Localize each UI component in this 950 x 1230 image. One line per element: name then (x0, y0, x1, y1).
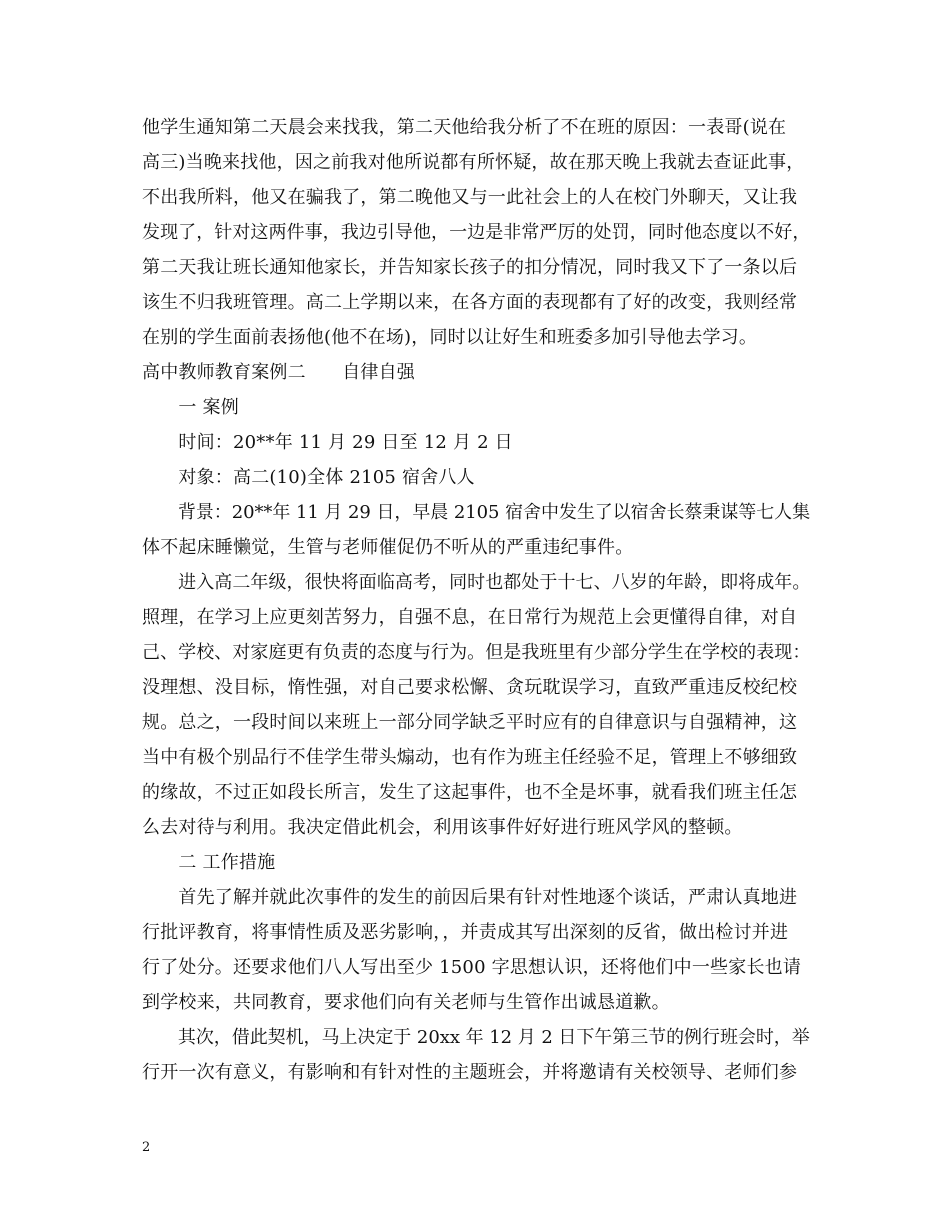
text-line: 没理想、没目标，惰性强，对自己要求松懈、贪玩耽误学习，直致严重违反校纪校 (142, 677, 798, 698)
text-line: 该生不归我班管理。高二上学期以来，在各方面的表现都有了好的改变，我则经常 (142, 292, 798, 313)
text-line: 当中有极个别品行不佳学生带头煽动，也有作为班主任经验不足，管理上不够细致 (142, 747, 798, 768)
text-line: 时间：20**年 11 月 29 日至 12 月 2 日 (142, 432, 513, 453)
text-line: 己、学校、对家庭更有负责的态度与行为。但是我班里有少部分学生在学校的表现： (142, 642, 811, 663)
text-line: 不出我所料，他又在骗我了，第二晚他又与一此社会上的人在校门外聊天，又让我 (142, 187, 798, 208)
text-line: 行开一次有意义，有影响和有针对性的主题班会，并将邀请有关校领导、老师们参 (142, 1062, 798, 1083)
text-line: 在别的学生面前表扬他(他不在场)，同时以让好生和班委多加引导他去学习。 (142, 327, 758, 348)
text-line: 体不起床睡懒觉，生管与老师催促仍不听从的严重违纪事件。 (142, 537, 634, 558)
text-line: 照理，在学习上应更刻苦努力，自强不息，在日常行为规范上会更懂得自律，对自 (142, 607, 798, 628)
section-title: 高中教师教育案例二 自律自强 (142, 362, 415, 383)
text-line: 背景：20**年 11 月 29 日，早晨 2105 宿舍中发生了以宿舍长蔡秉谋等七人集 (142, 502, 811, 523)
text-line: 的缘故，不过正如段长所言，发生了这起事件，也不全是坏事，就看我们班主任怎 (142, 782, 798, 803)
text-line: 第二天我让班长通知他家长，并告知家长孩子的扣分情况，同时我又下了一条以后 (142, 257, 798, 278)
text-line: 发现了，针对这两件事，我边引导他，一边是非常严厉的处罚，同时他态度以不好， (142, 222, 811, 243)
text-line: 首先了解并就此次事件的发生的前因后果有针对性地逐个谈话，严肃认真地进 (142, 887, 798, 908)
text-line: 进入高二年级，很快将面临高考，同时也都处于十七、八岁的年龄，即将成年。 (142, 572, 811, 593)
text-line: 规。总之，一段时间以来班上一部分同学缺乏平时应有的自律意识与自强精神，这 (142, 712, 798, 733)
text-line: 对象：高二(10)全体 2105 宿舍八人 (142, 467, 475, 488)
text-line: 他学生通知第二天晨会来找我，第二天他给我分析了不在班的原因：一表哥(说在 (142, 117, 787, 138)
subsection-heading: 二 工作措施 (142, 852, 276, 873)
text-line: 高三)当晚来找他，因之前我对他所说都有所怀疑，故在那天晚上我就去查证此事， (142, 152, 805, 173)
subsection-heading: 一 案例 (142, 397, 239, 418)
text-line: 行批评教育，将事情性质及恶劣影响，，并责成其写出深刻的反省，做出检讨并进 (142, 922, 789, 943)
page-number: 2 (142, 1140, 151, 1155)
text-line: 其次，借此契机，马上决定于 20xx 年 12 月 2 日下午第三节的例行班会时，举 (142, 1027, 810, 1048)
text-line: 么去对待与利用。我决定借此机会，利用该事件好好进行班风学风的整顿。 (142, 817, 743, 838)
text-line: 到学校来，共同教育，要求他们向有关老师与生管作出诚恳道歉。 (142, 992, 670, 1013)
text-line: 行了处分。还要求他们八人写出至少 1500 字思想认识，还将他们中一些家长也请 (142, 957, 802, 978)
